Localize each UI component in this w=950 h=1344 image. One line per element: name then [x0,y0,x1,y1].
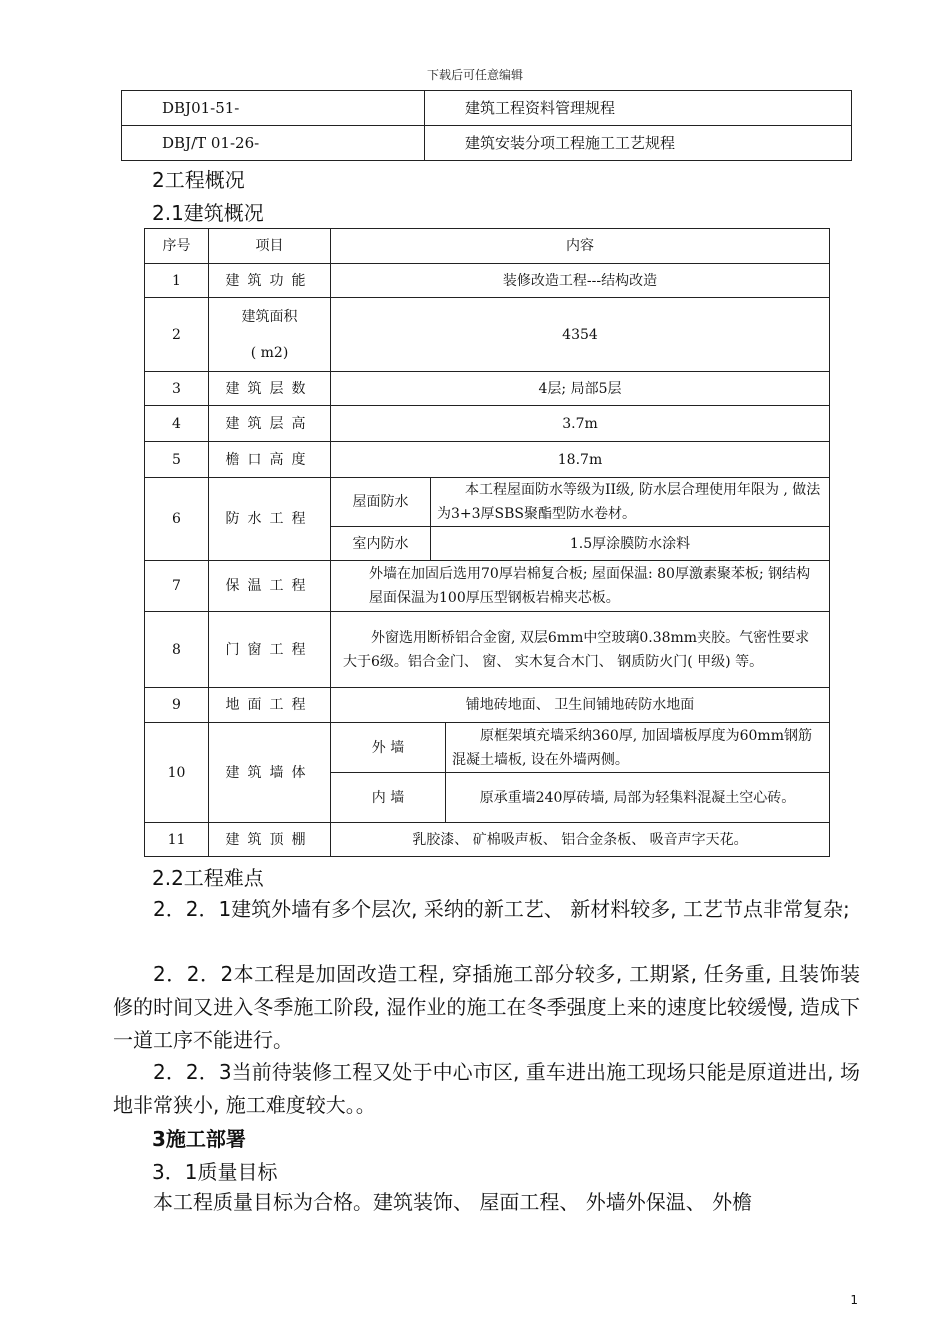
standard-code: DBJ/T 01-26- [122,126,425,161]
table-header-row [145,229,830,264]
row-content: 原承重墙240厚砖墙, 局部为轻集料混凝土空心砖。 [446,773,830,823]
row-number: 5 [145,442,209,478]
paragraph: 本工程质量目标为合格。建筑装饰、 屋面工程、 外墙外保温、 外檐 [153,1190,753,1214]
row-item [209,298,331,372]
row-content: 4层; 局部5层 [331,372,830,406]
row-item: 建筑顶棚 [209,823,331,857]
paragraph: 2．2．3当前待装修工程又处于中心市区, 重车进出施工现场只能是原道进出, 场地非常狭小, 施工难度较大。。 [113,1060,860,1117]
row-item: 保温工程 [209,561,331,612]
standard-code: DBJ01-51- [122,91,425,126]
row-content: 本工程屋面防水等级为II级, 防水层合理使用年限为 , 做法为3+3厚SBS聚酯型防水卷材。 [431,478,830,527]
row-item: 建筑层数 [209,372,331,406]
section-heading: 2工程概况 [152,168,245,192]
section-heading: 3施工部署 [152,1127,246,1151]
table-row [145,612,830,688]
row-item: 防水工程 [209,478,331,561]
row-item-line: 建筑面积 [241,308,298,325]
header-cell: 内容 [331,229,830,264]
page-header: 下载后可任意编辑 [426,68,523,82]
row-item: 建筑墙体 [209,723,331,823]
row-number: 3 [145,372,209,406]
row-content: 外窗选用断桥铝合金窗, 双层6mm中空玻璃0.38mm夹胶。气密性要求大于6级。铝合金门、 窗、 实木复合木门、 钢质防火门( 甲级) 等。 [331,612,830,688]
table-row [145,723,830,773]
row-item: 檐口高度 [209,442,331,478]
standard-name: 建筑工程资料管理规程 [425,91,852,126]
row-number: 1 [145,264,209,298]
row-number: 9 [145,688,209,723]
table-row [145,478,830,527]
row-content: 18.7m [331,442,830,478]
table-row [145,688,830,723]
row-number: 2 [145,298,209,372]
row-subitem: 室内防水 [331,527,431,561]
row-content: 1.5厚涂膜防水涂料 [431,527,830,561]
row-number: 4 [145,406,209,442]
row-content: 4354 [331,298,830,372]
row-content: 铺地砖地面、 卫生间铺地砖防水地面 [331,688,830,723]
row-item: 建筑层高 [209,406,331,442]
row-item: 门窗工程 [209,612,331,688]
paragraph: 2．2．2本工程是加固改造工程, 穿插施工部分较多, 工期紧, 任务重, 且装饰装修的时间又进入冬季施工阶段, 湿作业的施工在冬季强度上来的速度比较缓慢, 造成下一道工序不能进行。 [113,962,860,1052]
table-row [145,298,830,372]
table-row [145,264,830,298]
overview-table [144,228,830,857]
table-row [145,442,830,478]
table-row [122,126,852,161]
row-content: 原框架填充墙采纳360厚, 加固墙板厚度为60mm钢筋混凝土墙板, 设在外墙两侧。 [446,723,830,773]
row-content: 乳胶漆、 矿棉吸声板、 铝合金条板、 吸音声字天花。 [331,823,830,857]
row-content: 装修改造工程---结构改造 [331,264,830,298]
row-subitem: 外 墙 [331,723,446,773]
row-content: 外墙在加固后选用70厚岩棉复合板; 屋面保温: 80厚激素聚苯板; 钢结构屋面保温为100厚压型钢板岩棉夹芯板。 [331,561,830,612]
paragraph: 2．2．1建筑外墙有多个层次, 采纳的新工艺、 新材料较多, 工艺节点非常复杂; [153,897,850,921]
section-heading: 2.2工程难点 [152,866,264,890]
row-subitem: 屋面防水 [331,478,431,527]
page-number: 1 [850,1293,858,1307]
header-cell: 项目 [209,229,331,264]
table-row [122,91,852,126]
table-row [145,406,830,442]
section-heading: 2.1建筑概况 [152,201,264,225]
row-number: 8 [145,612,209,688]
row-number: 10 [145,723,209,823]
row-subitem: 内 墙 [331,773,446,823]
table-row [145,372,830,406]
row-number: 11 [145,823,209,857]
table-row [145,561,830,612]
standards-table [121,90,852,161]
row-item: 地面工程 [209,688,331,723]
standard-name: 建筑安装分项工程施工工艺规程 [425,126,852,161]
row-number: 6 [145,478,209,561]
row-item-line: ( m2) [250,344,289,361]
row-item: 建筑功能 [209,264,331,298]
header-cell: 序号 [145,229,209,264]
row-content: 3.7m [331,406,830,442]
table-row [145,823,830,857]
row-number: 7 [145,561,209,612]
section-heading: 3．1质量目标 [152,1160,278,1184]
